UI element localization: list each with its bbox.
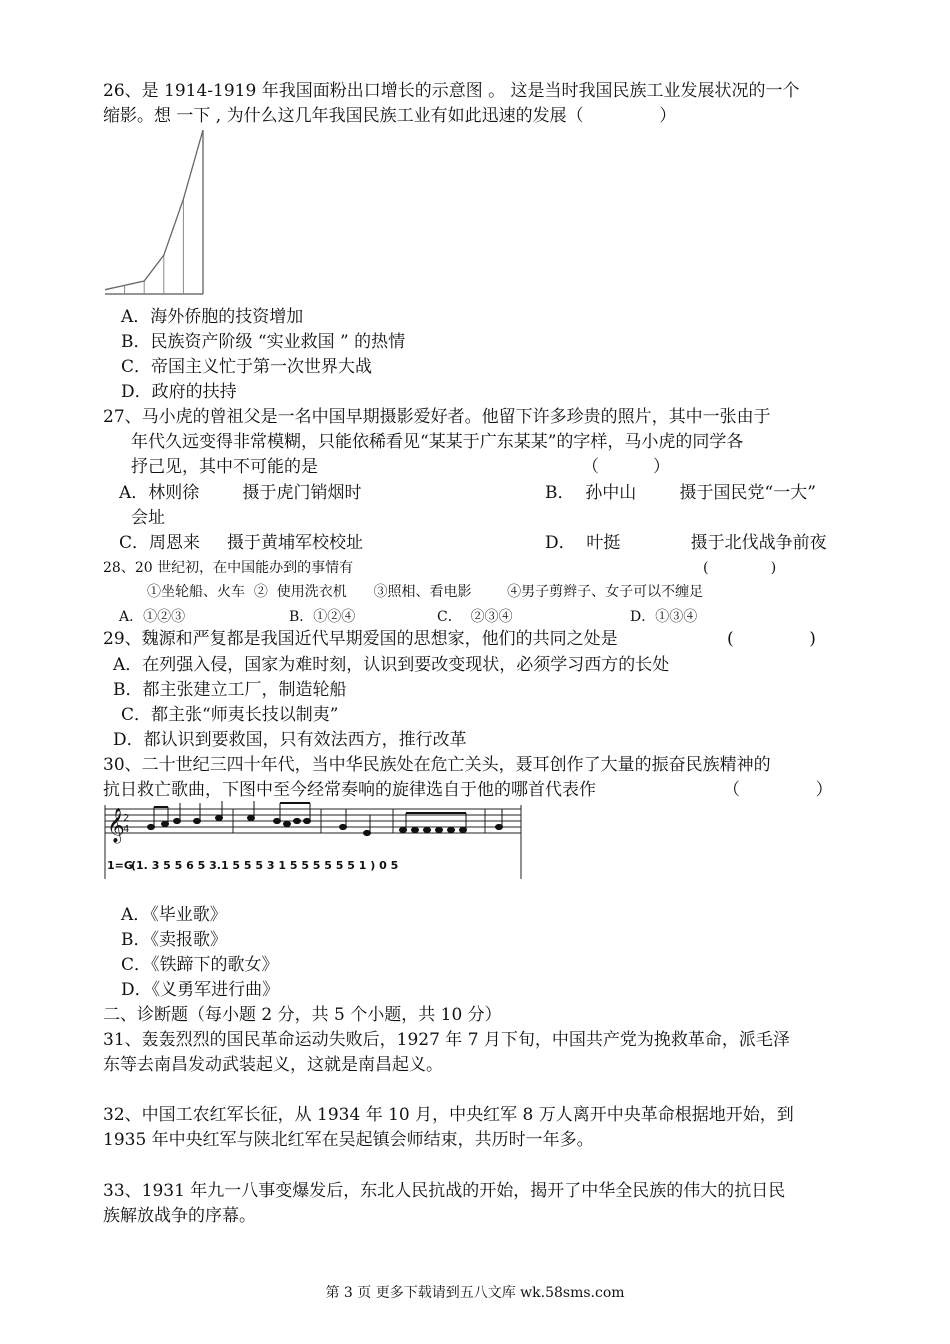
flour-export-chart bbox=[103, 128, 207, 298]
q30-option-a: A．《毕业歌》 bbox=[121, 905, 227, 925]
q29-option-a: A．在列强入侵，国家为难时刻，认识到要改变现状，必须学习西方的长处 bbox=[113, 655, 670, 675]
q28-option-c: C． ②③④ bbox=[437, 609, 513, 625]
q28-answer-paren: ( ) bbox=[703, 560, 777, 576]
page-footer: 第 3 页 更多下载请到五八文库 wk.58sms.com bbox=[325, 1285, 625, 1301]
q27-answer-paren: （ ） bbox=[582, 457, 671, 477]
score-numbers: (1. 3 5 5 6 5 3.1 5 5 5 3 1 5 5 5 5 5 5 1 ) 0 5 bbox=[131, 859, 399, 872]
q26-option-b: B．民族资产阶级 “实业救国 ” 的热情 bbox=[121, 332, 406, 352]
q29-option-b: B．都主张建立工厂，制造轮船 bbox=[113, 680, 347, 700]
q28-stem: 28、20 世纪初，在中国能办到的事情有 bbox=[103, 560, 354, 576]
q27-stem-line1: 27、马小虎的曾祖父是一名中国早期摄影爱好者。他留下许多珍贵的照片，其中一张由于 bbox=[103, 407, 771, 427]
chart-marks bbox=[105, 130, 203, 294]
music-score-image bbox=[103, 801, 523, 881]
chart-series-line bbox=[105, 130, 203, 290]
section-two-heading: 二、诊断题（每小题 2 分，共 5 个小题，共 10 分） bbox=[103, 1005, 502, 1025]
treble-clef-icon: 𝄞 bbox=[107, 808, 125, 843]
q26-option-c: C．帝国主义忙于第一次世界大战 bbox=[121, 357, 373, 377]
q30-option-b: B．《卖报歌》 bbox=[121, 930, 227, 950]
q27-option-a: A．林则徐 摄于虎门销烟时 bbox=[119, 483, 362, 503]
q27-option-d: D． 叶挺 摄于北伐战争前夜 bbox=[545, 533, 827, 553]
q26-stem-line1: 26、是 1914-1919 年我国面粉出口增长的示意图 。 这是当时我国民族工业发展状况的一个 bbox=[103, 81, 800, 101]
q27-stem-line3: 抒己见，其中不可能的是 bbox=[131, 457, 318, 477]
q32-line2: 1935 年中央红军与陕北红军在吴起镇会师结束，共历时一年多。 bbox=[103, 1130, 594, 1150]
q26-option-a: A．海外侨胞的技资增加 bbox=[121, 307, 304, 327]
q31-line1: 31、轰轰烈烈的国民革命运动失败后，1927 年 7 月下旬，中国共产党为挽救革命，派毛泽 bbox=[103, 1030, 790, 1050]
score-key: 1=G bbox=[107, 859, 133, 872]
q33-line1: 33、1931 年九一八事变爆发后，东北人民抗战的开始，揭开了中华全民族的伟大的抗日民 bbox=[103, 1181, 786, 1201]
q26-stem-line2: 缩影。想 一下 , 为什么这几年我国民族工业有如此迅速的发展（ ） bbox=[103, 106, 677, 126]
q27-option-b: B． 孙中山 摄于国民党“一大” bbox=[545, 483, 816, 503]
q27-stem-line2: 年代久远变得非常模糊，只能依稀看见“某某于广东某某”的字样，马小虎的同学各 bbox=[131, 432, 744, 452]
q26-option-d: D．政府的扶持 bbox=[121, 382, 237, 402]
q28-option-d: D．①③④ bbox=[630, 609, 698, 625]
q29-option-c: C．都主张“师夷长技以制夷” bbox=[121, 705, 339, 725]
q30-stem-line2: 抗日救亡歌曲，下图中至今经常奏响的旋律选自于他的哪首代表作 bbox=[103, 780, 596, 800]
q32-line1: 32、中国工农红军长征，从 1934 年 10 月，中央红军 8 万人离开中央革命根据地开始，到 bbox=[103, 1105, 794, 1125]
q29-answer-paren: ( ) bbox=[727, 629, 816, 649]
chart-axes bbox=[105, 130, 203, 294]
q30-stem-line1: 30、二十世纪三四十年代，当中华民族处在危亡关头，聂耳创作了大量的振奋民族精神的 bbox=[103, 755, 771, 775]
q33-line2: 族解放战争的序幕。 bbox=[103, 1206, 256, 1226]
q28-items: ①坐轮船、火车 ② 使用洗衣机 ③照相、看电影 ④男子剪辫子、女子可以不缠足 bbox=[147, 584, 704, 600]
q27-option-a-cont: 会址 bbox=[131, 508, 165, 528]
q30-option-c: C．《铁蹄下的歌女》 bbox=[121, 955, 279, 975]
q29-option-d: D．都认识到要救国，只有效法西方，推行改革 bbox=[113, 730, 467, 750]
q28-option-a: A．①②③ bbox=[119, 609, 186, 625]
q31-line2: 东等去南昌发动武装起义，这就是南昌起义。 bbox=[103, 1055, 443, 1075]
q27-option-c: C．周恩来 摄于黄埔军校校址 bbox=[119, 533, 364, 553]
time-signature-bottom: 4 bbox=[123, 824, 130, 835]
q30-answer-paren: （ ） bbox=[723, 780, 833, 800]
q29-stem: 29、魏源和严复都是我国近代早期爱国的思想家，他们的共同之处是 bbox=[103, 629, 618, 649]
q30-option-d: D．《义勇军进行曲》 bbox=[121, 980, 280, 1000]
q28-option-b: B．①②④ bbox=[289, 609, 356, 625]
time-signature: 2 bbox=[123, 813, 130, 824]
